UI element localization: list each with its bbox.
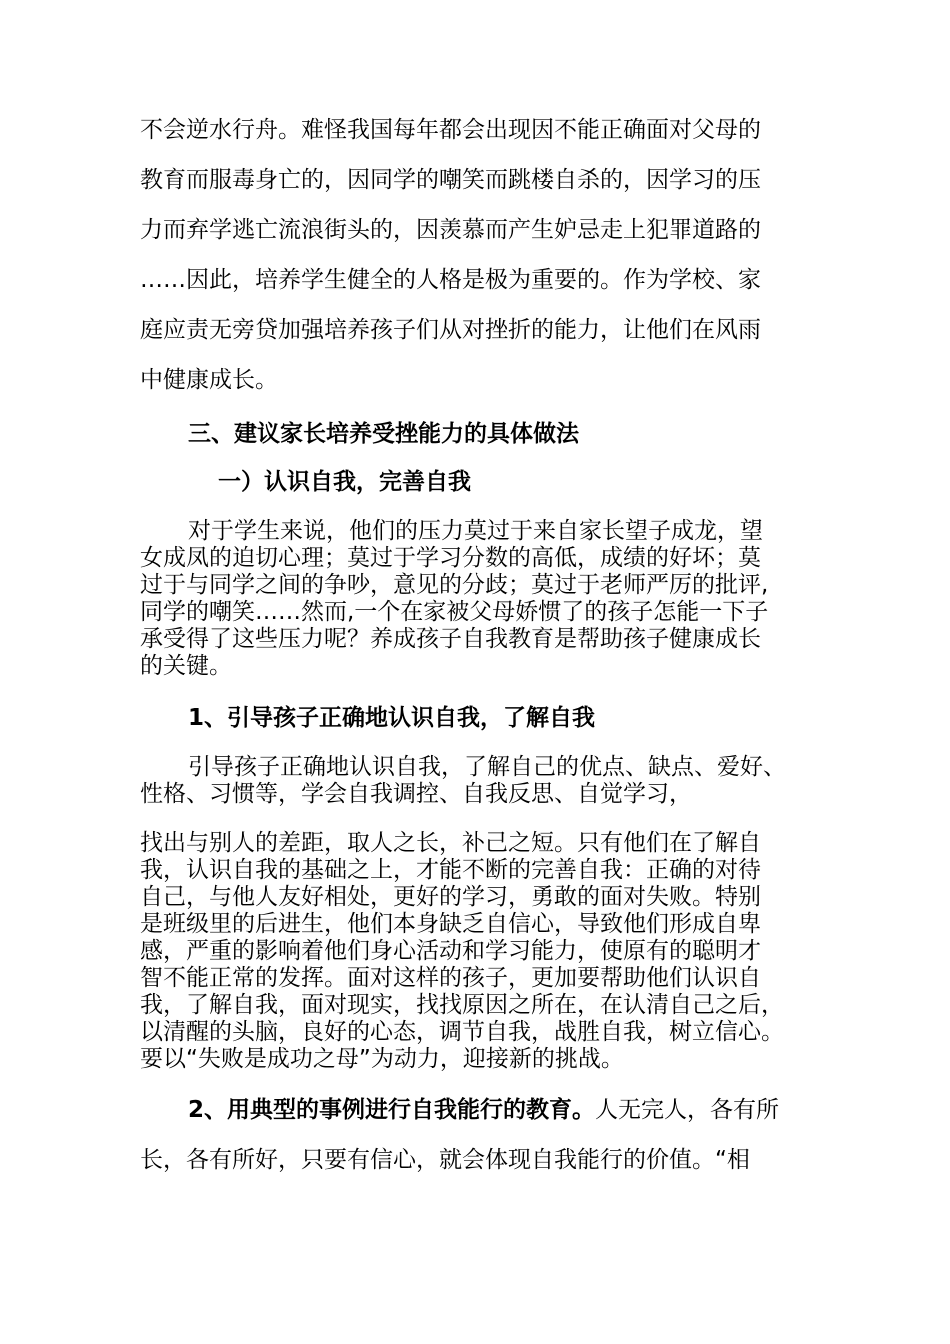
item-heading: 1、引导孩子正确地认识自我，了解自我	[188, 705, 596, 731]
sub-heading: 一）认识自我，完善自我	[218, 469, 471, 495]
section-heading: 三、建议家长培养受挫能力的具体做法	[188, 421, 579, 447]
item-text: 人无完人，各有所	[595, 1097, 780, 1123]
paragraph-line: 以清醒的头脑，良好的心态，调节自我，战胜自我，树立信心。	[140, 1019, 784, 1045]
paragraph-line: 我，了解自我，面对现实，找找原因之所在，在认清自己之后，	[140, 992, 784, 1018]
paragraph-line: 不会逆水行舟。难怪我国每年都会出现因不能正确面对父母的	[140, 117, 761, 143]
paragraph-line: 感，严重的影响着他们身心活动和学习能力，使原有的聪明才	[140, 938, 761, 964]
paragraph-line: 引导孩子正确地认识自我，了解自己的优点、缺点、爱好、	[188, 754, 786, 780]
paragraph-line: 承受得了这些压力呢？养成孩子自我教育是帮助孩子健康成长	[140, 626, 761, 652]
paragraph-line: 中健康成长。	[140, 367, 278, 393]
paragraph-line: 找出与别人的差距，取人之长，补己之短。只有他们在了解自	[140, 830, 761, 856]
paragraph-line: 自己，与他人友好相处，更好的学习，勇敢的面对失败。特别	[140, 884, 761, 910]
paragraph-line: 长，各有所好，只要有信心，就会体现自我能行的价值。“相	[140, 1147, 750, 1173]
paragraph-line: 对于学生来说，他们的压力莫过于来自家长望子成龙，望	[188, 518, 763, 544]
paragraph-line: 女成凤的迫切心理；莫过于学习分数的高低，成绩的好坏；莫	[140, 545, 761, 571]
item-paragraph-line	[188, 1097, 820, 1124]
paragraph-line: 性格、习惯等，学会自我调控、自我反思、自觉学习，	[140, 781, 692, 807]
paragraph-line: 过于与同学之间的争吵，意见的分歧；莫过于老师严厉的批评,	[140, 572, 769, 598]
paragraph-line: 同学的嘲笑……然而,一个在家被父母娇惯了的孩子怎能一下子	[140, 599, 769, 625]
paragraph-line: 是班级里的后进生，他们本身缺乏自信心，导致他们形成自卑	[140, 911, 761, 937]
paragraph-line: 庭应责无旁贷加强培养孩子们从对挫折的能力，让他们在风雨	[140, 317, 761, 343]
paragraph-line: 我，认识自我的基础之上，才能不断的完善自我：正确的对待	[140, 857, 761, 883]
paragraph-line: 力而弃学逃亡流浪街头的，因羡慕而产生妒忌走上犯罪道路的	[140, 217, 761, 243]
paragraph-line: 的关键。	[140, 653, 232, 679]
paragraph-line: 智不能正常的发挥。面对这样的孩子，更加要帮助他们认识自	[140, 965, 761, 991]
paragraph-line: 要以“失败是成功之母”为动力，迎接新的挑战。	[140, 1046, 624, 1072]
paragraph-line: ……因此，培养学生健全的人格是极为重要的。作为学校、家	[140, 267, 761, 293]
paragraph-line: 教育而服毒身亡的，因同学的嘲笑而跳楼自杀的，因学习的压	[140, 167, 761, 193]
item-heading: 2、用典型的事例进行自我能行的教育。	[188, 1097, 596, 1123]
